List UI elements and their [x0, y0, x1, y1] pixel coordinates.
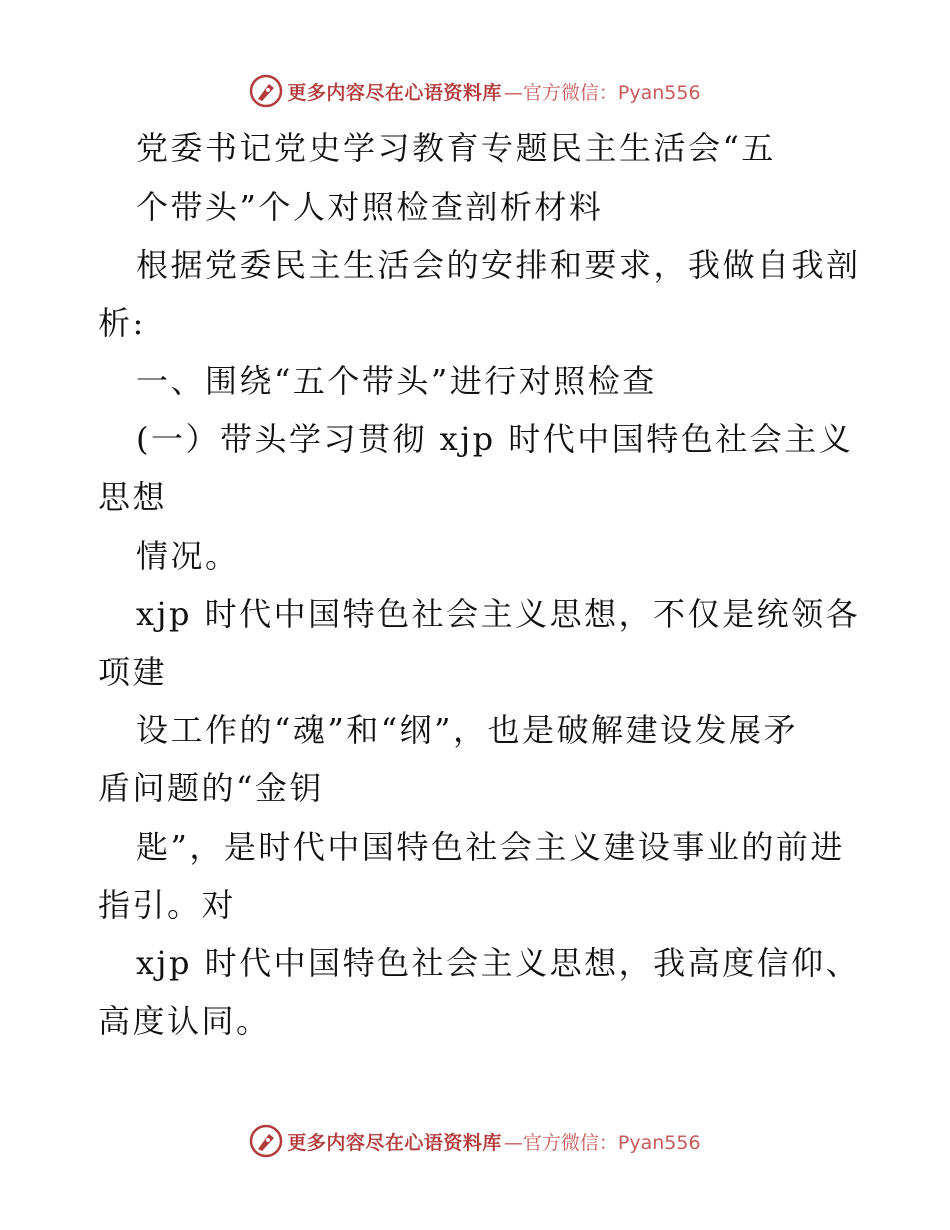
paragraph-intro-line-1: 根据党委民主生活会的安排和要求，我做自我剖 [136, 246, 861, 284]
paragraph-intro-line-2: 析: [98, 304, 146, 342]
watermark-contact: —官方微信：Pyan556 [503, 1131, 701, 1154]
paragraph-body-line-6: 指引。对 [98, 886, 237, 924]
subsection-heading-line-2: 思想 [98, 478, 168, 516]
subsection-heading-line-3: 情况。 [136, 537, 240, 575]
pen-nib-logo-icon [249, 1124, 283, 1158]
watermark-contact: —官方微信：Pyan556 [503, 81, 701, 104]
paragraph-body-line-8: 高度认同。 [98, 1002, 271, 1040]
paragraph-body-line-5: 匙”，是时代中国特色社会主义建设事业的前进 [136, 828, 845, 866]
watermark-text: 更多内容尽在心语资料库 [287, 81, 502, 104]
footer-watermark [0, 1121, 950, 1161]
document-title-line-1: 党委书记党史学习教育专题民主生活会“五 [136, 129, 776, 167]
paragraph-body-line-1: xjp 时代中国特色社会主义思想，不仅是统领各 [136, 595, 861, 633]
watermark-text: 更多内容尽在心语资料库 [287, 1131, 502, 1154]
subsection-heading-line-1: (一）带头学习贯彻 xjp 时代中国特色社会主义 [136, 420, 854, 458]
paragraph-body-line-3: 设工作的“魂”和“纲”，也是破解建设发展矛 [136, 711, 798, 749]
paragraph-body-line-7: xjp 时代中国特色社会主义思想，我高度信仰、 [136, 944, 861, 982]
document-title-line-2: 个带头”个人对照检查剖析材料 [136, 188, 604, 226]
section-heading-1: 一、围绕“五个带头”进行对照检查 [136, 362, 657, 400]
paragraph-body-line-2: 项建 [98, 653, 168, 691]
paragraph-body-line-4: 盾问题的“金钥 [98, 769, 324, 807]
